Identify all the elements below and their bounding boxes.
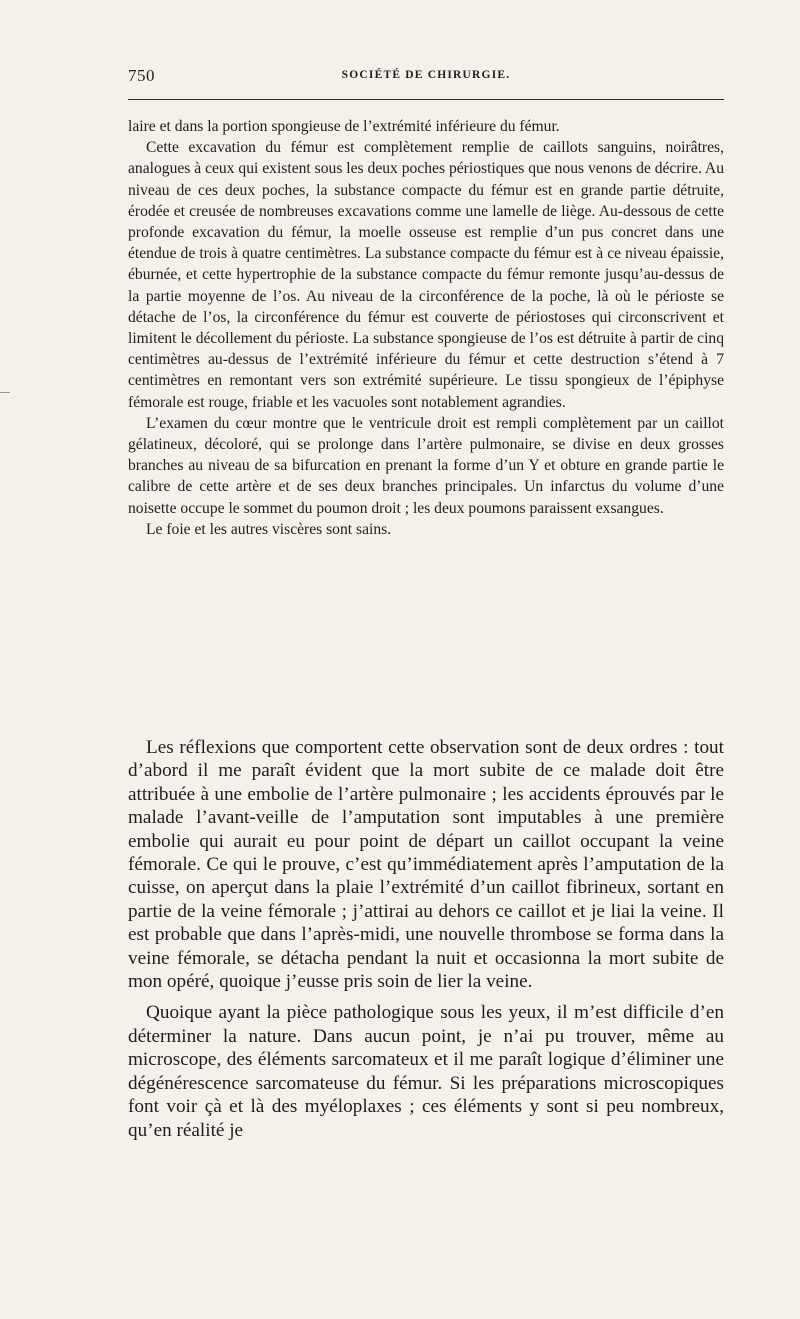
margin-mark [0, 392, 10, 393]
header-rule [128, 99, 724, 100]
page-header [128, 66, 724, 88]
running-head: SOCIÉTÉ DE CHIRURGIE. [341, 69, 511, 81]
paragraph-heart-examination: L’examen du cœur montre que le ventricule droit est rempli complètement par un caillot gélatineux, décoloré, qui se prolonge dans l’artère pulmonaire, se divise en deux grosses branches au niveau de sa bifurcation en prenant la forme d’un Y et obture en grande partie le calibre de cette artère et de ses deux branches principales. Un infarctus du volume d’une noisette occupe le sommet du poumon droit ; les deux poumons paraissent exsangues. [128, 414, 724, 517]
paragraph-continuation: laire et dans la portion spongieuse de l’extrémité inférieure du fémur. [128, 118, 560, 135]
paragraph-femur-excavation: Cette excavation du fémur est complètement remplie de caillots sanguins, noirâtres, analogues à ceux qui existent sous les deux poches périostiques que nous venons de décrire. Au niveau de ces deux poches, la substance compacte du fémur est en grande partie détruite, érodée et creusée de nombreuses excavations comme une lamelle de liège. Au-dessous de cette profonde excavation du fémur, la moelle osseuse est remplie d’un pus concret dans une étendue de trois à quatre centimètres. La substance compacte du fémur est à ce niveau épaissie, éburnée, et cette hypertrophie de la substance compacte du fémur remonte jusqu’au-dessus de la partie moyenne de l’os. Au niveau de la circonférence de la poche, là où le périoste se détache de l’os, la circonférence du fémur est couverte de périostoses qui circonscrivent et limitent le décollement du périoste. La substance spongieuse de l’os est détruite à partir de cinq centimètres au-dessus de l’extrémité inférieure du fémur et cette destruction s’étend à 7 centimètres en remontant vers son extrémité supérieure. Le tissu spongieux de l’épiphyse fémorale est rouge, friable et les vacuoles sont notablement agrandies. [128, 139, 724, 411]
paragraph-reflections: Les réflexions que comportent cette observation sont de deux ordres : tout d’abord il me paraît évident que la mort subite de ce malade doit être attribuée à une embolie de l’artère pulmonaire ; les accidents éprouvés par le malade l’avant-veille de l’amputation sont imputables à une première embolie qui aurait eu pour point de départ un caillot occupant la veine fémorale. Ce qui le prouve, c’est qu’immédiatement après l’amputation de la cuisse, on aperçut dans la plaie l’extrémité d’un caillot fibrineux, sortant en partie de la veine fémorale ; j’attirai au dehors ce caillot et je liai la veine. Il est probable que dans l’après-midi, une nouvelle thrombose se forma dans la veine fémorale, se détacha pendant la nuit et occasionna la mort subite de mon opéré, quoique j’eusse pris soin de lier la veine. [128, 737, 724, 993]
reflections-text [128, 736, 724, 1142]
paragraph-pathology: Quoique ayant la pièce pathologique sous les yeux, il m’est difficile d’en déterminer la nature. Dans aucun point, je n’ai pu trouver, même au microscope, des éléments sarcomateux et il me paraît logique d’éliminer une dégénérescence sarcomateuse du fémur. Si les préparations microscopiques font voir çà et là des myéloplaxes ; ces éléments y sont si peu nombreux, qu’en réalité je [128, 1002, 724, 1141]
paragraph-liver: Le foie et les autres viscères sont sains. [146, 520, 392, 538]
page-number: 750 [128, 66, 155, 85]
observation-text [128, 116, 724, 540]
